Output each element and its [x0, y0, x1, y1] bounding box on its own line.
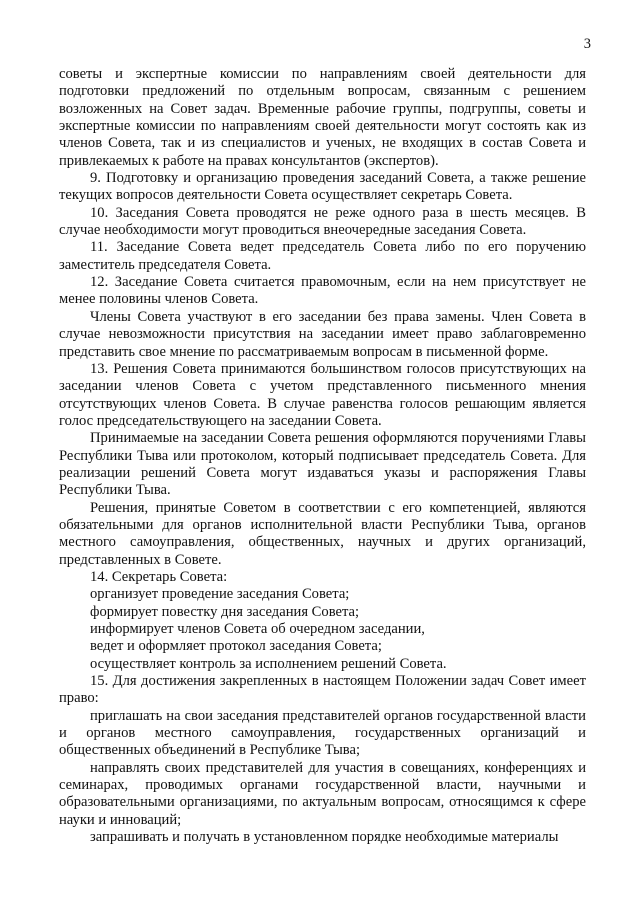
paragraph-continuation: советы и экспертные комиссии по направлениям своей деятельности для подготовки предложений по отдельным вопросам, связанным с решением возложенных на Совет задач. Временные рабочие группы, подгруппы, советы и экспертные комиссии по направлениям своей деятельности могут состоять как из членов Совета, так и из специалистов и ученых, не входящих в состав Совета и привлекаемых к работе на правах консультантов (экспертов).	[59, 66, 586, 169]
paragraph-item-10: 10. Заседания Совета проводятся не реже одного раза в шесть месяцев. В случае необходимости могут проводиться внеочередные заседания Совета.	[59, 204, 586, 239]
paragraph-item-12: 12. Заседание Совета считается правомочным, если на нем присутствует не менее половины членов Совета.	[59, 274, 586, 308]
document-body	[59, 66, 586, 846]
paragraph-right: приглашать на свои заседания представителей органов государственной власти и органов местного самоуправления, государственных организаций и общественных объединений в Республике Тыва;	[59, 707, 586, 759]
paragraph-right: направлять своих представителей для участия в совещаниях, конференциях и семинарах, проводимых органами государственной власти, научными и образовательными организациями, по актуальным вопросам, относящимся к сфере науки и инноваций;	[59, 759, 586, 828]
paragraph-members: Члены Совета участвуют в его заседании без права замены. Член Совета в случае невозможности присутствия на заседании имеет право заблаговременно представить свое мнение по рассматриваемым вопросам в письменной форме.	[59, 308, 586, 360]
paragraph-secretary-duty: формирует повестку дня заседания Совета;	[90, 603, 360, 620]
paragraph-secretary-duty: ведет и оформляет протокол заседания Совета;	[90, 638, 382, 655]
paragraph-secretary-duty: осуществляет контроль за исполнением решений Совета.	[90, 655, 447, 672]
paragraph-item-15: 15. Для достижения закрепленных в настоящем Положении задач Совет имеет право:	[59, 673, 586, 707]
page-number: 3	[583, 36, 591, 52]
paragraph-item-9: 9. Подготовку и организацию проведения заседаний Совета, а также решение текущих вопросов деятельности Совета осуществляет секретарь Совета.	[59, 170, 586, 204]
paragraph-right: запрашивать и получать в установленном порядке необходимые материалы	[90, 829, 559, 846]
paragraph-secretary-duty: организует проведение заседания Совета;	[90, 586, 350, 603]
paragraph-decisions: Принимаемые на заседании Совета решения оформляются поручениями Главы Республики Тыва или протоколом, который подписывает председатель Совета. Для реализации решений Совета могут издаваться указы и распоряжения Главы Республики Тыва.	[59, 430, 586, 499]
paragraph-item-11: 11. Заседание Совета ведет председатель Совета либо по его поручению заместитель председателя Совета.	[59, 239, 586, 273]
paragraph-item-14: 14. Секретарь Совета:	[90, 568, 228, 585]
paragraph-decisions-binding: Решения, принятые Советом в соответствии с его компетенцией, являются обязательными для органов исполнительной власти Республики Тыва, органов местного самоуправления, общественных, научных и других организаций, представленных в Совете.	[59, 499, 586, 568]
paragraph-item-13: 13. Решения Совета принимаются большинством голосов присутствующих на заседании членов Совета с учетом представленного письменного мнения отсутствующих членов Совета. В случае равенства голосов решающим является голос председательствующего на заседании Совета.	[59, 360, 586, 429]
paragraph-secretary-duty: информирует членов Совета об очередном заседании,	[90, 621, 425, 637]
